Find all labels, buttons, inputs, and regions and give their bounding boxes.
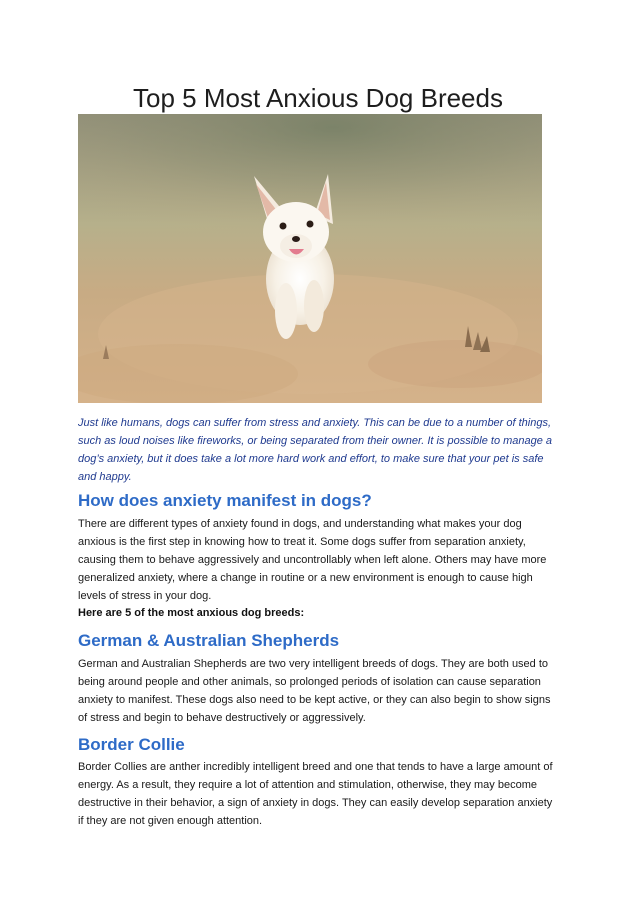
section-body-border-collie: Border Collies are anther incredibly intelligent breed and one that tends to have a large amount of energy. As a result, they require a lot of attention and stimulation, otherwise, they may become destructive in their behavior, a sign of anxiety in dogs. They can easily develop separation anxiety if they are not given enough attention. [78,761,553,827]
dog-photo-icon [78,114,542,403]
intro-paragraph: Just like humans, dogs can suffer from stress and anxiety. This can be due to a number of things, such as loud noises like fireworks, or being separated from their owner. It is possible to manage a dog’s anxiety, but it does take a lot more hard work and effort, to make sure that your pet is safe and happy. [78,417,553,483]
page-title: Top 5 Most Anxious Dog Breeds [133,83,503,113]
hero-image [78,114,542,403]
section-heading-border-collie: Border Collie [78,735,185,754]
breeds-list-intro: Here are 5 of the most anxious dog breeds: [78,607,305,619]
section-heading-anxiety: How does anxiety manifest in dogs? [78,491,372,510]
section-body-shepherds: German and Australian Shepherds are two very intelligent breeds of dogs. They are both used to being around people and other animals, so prolonged periods of isolation can cause separation anxiety to manifest. These dogs also need to be kept active, or they can also begin to show signs of stress and begin to behave destructively or aggressively. [78,658,551,724]
section-heading-shepherds: German & Australian Shepherds [78,631,340,650]
section-body-anxiety: There are different types of anxiety found in dogs, and understanding what makes your dog anxious is the first step in knowing how to treat it. Some dogs suffer from separation anxiety, causing them to behave aggressively and uncontrollably when left alone. Others may have more generalized anxiety, where a change in routine or a new environment is enough to cause high levels of stress in your dog. [78,518,547,602]
